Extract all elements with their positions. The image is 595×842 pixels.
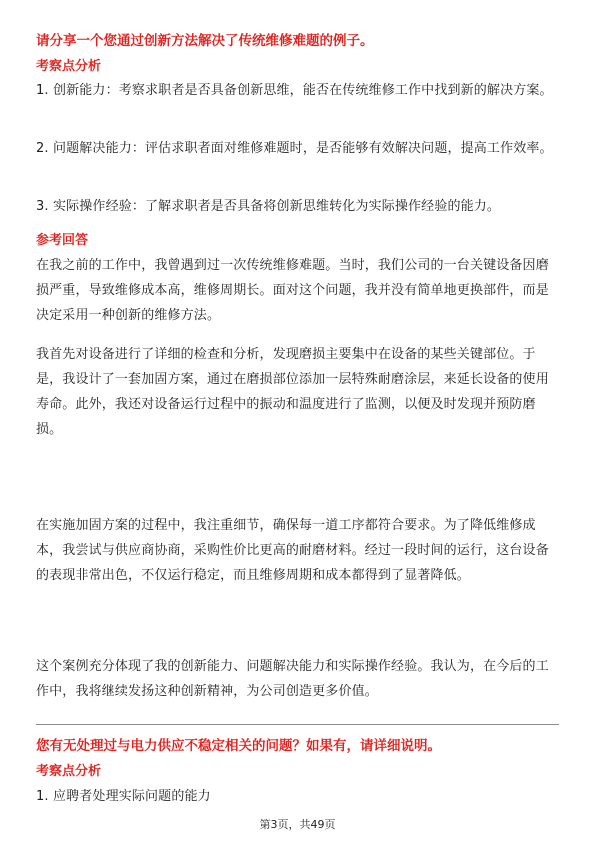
analysis-item-3: 3. 实际操作经验：了解求职者是否具备将创新思维转化为实际操作经验的能力。 <box>36 199 501 214</box>
answer-paragraph-4: 这个案例充分体现了我的创新能力、问题解决能力和实际操作经验。我认为，在今后的工作中，我将继续发扬这种创新精神，为公司创造更多价值。 <box>36 659 549 699</box>
question-1: 请分享一个您通过创新方法解决了传统维修难题的例子。 <box>36 33 374 49</box>
answer-paragraph-3: 在实施加固方案的过程中，我注重细节，确保每一道工序都符合要求。为了降低维修成本，我尝试与供应商协商，采购性价比更高的耐磨材料。经过一段时间的运行，这台设备的表现非常出色，不仅运行稳定，而且维修周期和成本都得到了显著降低。 <box>36 518 549 583</box>
answer-heading: 参考回答 <box>36 233 89 248</box>
answer-paragraph-2: 我首先对设备进行了详细的检查和分析，发现磨损主要集中在设备的某些关键部位。于是，我设计了一套加固方案，通过在磨损部位添加一层特殊耐磨涂层，来延长设备的使用寿命。此外，我还对设备运行过程中的振动和温度进行了监测，以便及时发现并预防磨损。 <box>36 347 549 437</box>
analysis-item-2: 2. 问题解决能力：评估求职者面对维修难题时，是否能够有效解决问题，提高工作效率。 <box>36 141 553 156</box>
analysis-heading-1: 考察点分析 <box>36 59 102 74</box>
page-footer: 第3页，共49页 <box>259 818 336 831</box>
question-2: 您有无处理过与电力供应不稳定相关的问题？如果有，请详细说明。 <box>36 738 441 754</box>
analysis-item-1: 1. 创新能力：考察求职者是否具备创新思维，能否在传统维修工作中找到新的解决方案。 <box>36 83 553 98</box>
answer-paragraph-1: 在我之前的工作中，我曾遇到过一次传统维修难题。当时，我们公司的一台关键设备因磨损严重，导致维修成本高，维修周期长。面对这个问题，我并没有简单地更换部件，而是决定采用一种创新的维修方法。 <box>36 258 549 323</box>
section-divider <box>36 724 559 725</box>
analysis-item-2-1: 1. 应聘者处理实际问题的能力 <box>36 789 211 804</box>
analysis-heading-2: 考察点分析 <box>36 764 102 779</box>
